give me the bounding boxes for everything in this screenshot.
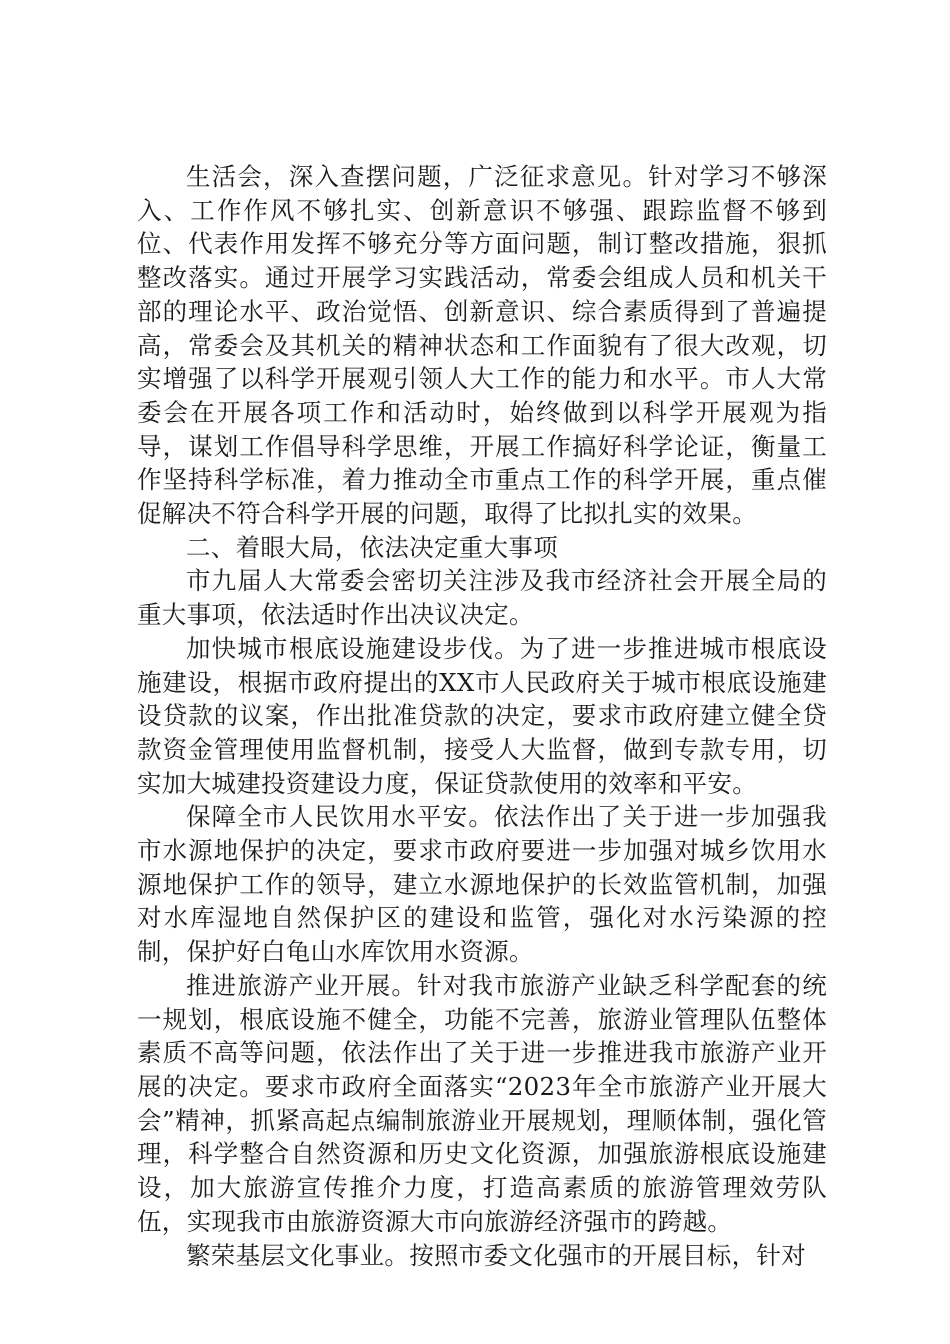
paragraph-infrastructure: 加快城市根底设施建设步伐。为了进一步推进城市根底设施建设，根据市政府提出的XX市人民政府关于城市根底设施建设贷款的议案，作出批准贷款的决定，要求市政府建立健全贷款资金管理使用监督机制，接受人大监督，做到专款专用，切实加大城建投资建设力度，保证贷款使用的效率和平安。	[137, 633, 827, 798]
section-heading-major-matters: 二、着眼大局，依法决定重大事项	[186, 532, 558, 562]
document-page	[137, 160, 827, 1272]
paragraph-culture: 繁荣基层文化事业。按照市委文化强市的开展目标，针对	[186, 1240, 806, 1270]
paragraph-major-matters-intro: 市九届人大常委会密切关注涉及我市经济社会开展全局的重大事项，依法适时作出决议决定。	[137, 566, 827, 630]
paragraph-study-practice: 生活会，深入查摆问题，广泛征求意见。针对学习不够深入、工作作风不够扎实、创新意识不够强、跟踪监督不够到位、代表作用发挥不够充分等方面问题，制订整改措施，狠抓整改落实。通过开展学习实践活动，常委会组成人员和机关干部的理论水平、政治觉悟、创新意识、综合素质得到了普遍提高，常委会及其机关的精神状态和工作面貌有了很大改观，切实增强了以科学开展观引领人大工作的能力和水平。市人大常委会在开展各项工作和活动时，始终做到以科学开展观为指导，谋划工作倡导科学思维，开展工作搞好科学论证，衡量工作坚持科学标准，着力推动全市重点工作的科学开展，重点催促解决不符合科学开展的问题，取得了比拟扎实的效果。	[137, 162, 827, 529]
paragraph-tourism: 推进旅游产业开展。针对我市旅游产业缺乏科学配套的统一规划，根底设施不健全，功能不完善，旅游业管理队伍整体素质不高等问题，依法作出了关于进一步推进我市旅游产业开展的决定。要求市政府全面落实“2023年全市旅游产业开展大会”精神，抓紧高起点编制旅游业开展规划，理顺体制，强化管理，科学整合自然资源和历史文化资源，加强旅游根底设施建设，加大旅游宣传推介力度，打造高素质的旅游管理效劳队伍，实现我市由旅游资源大市向旅游经济强市的跨越。	[137, 970, 828, 1236]
paragraph-drinking-water: 保障全市人民饮用水平安。依法作出了关于进一步加强我市水源地保护的决定，要求市政府要进一步加强对城乡饮用水源地保护工作的领导，建立水源地保护的长效监管机制，加强对水库湿地自然保护区的建设和监管，强化对水污染源的控制，保护好白龟山水库饮用水资源。	[137, 802, 827, 967]
